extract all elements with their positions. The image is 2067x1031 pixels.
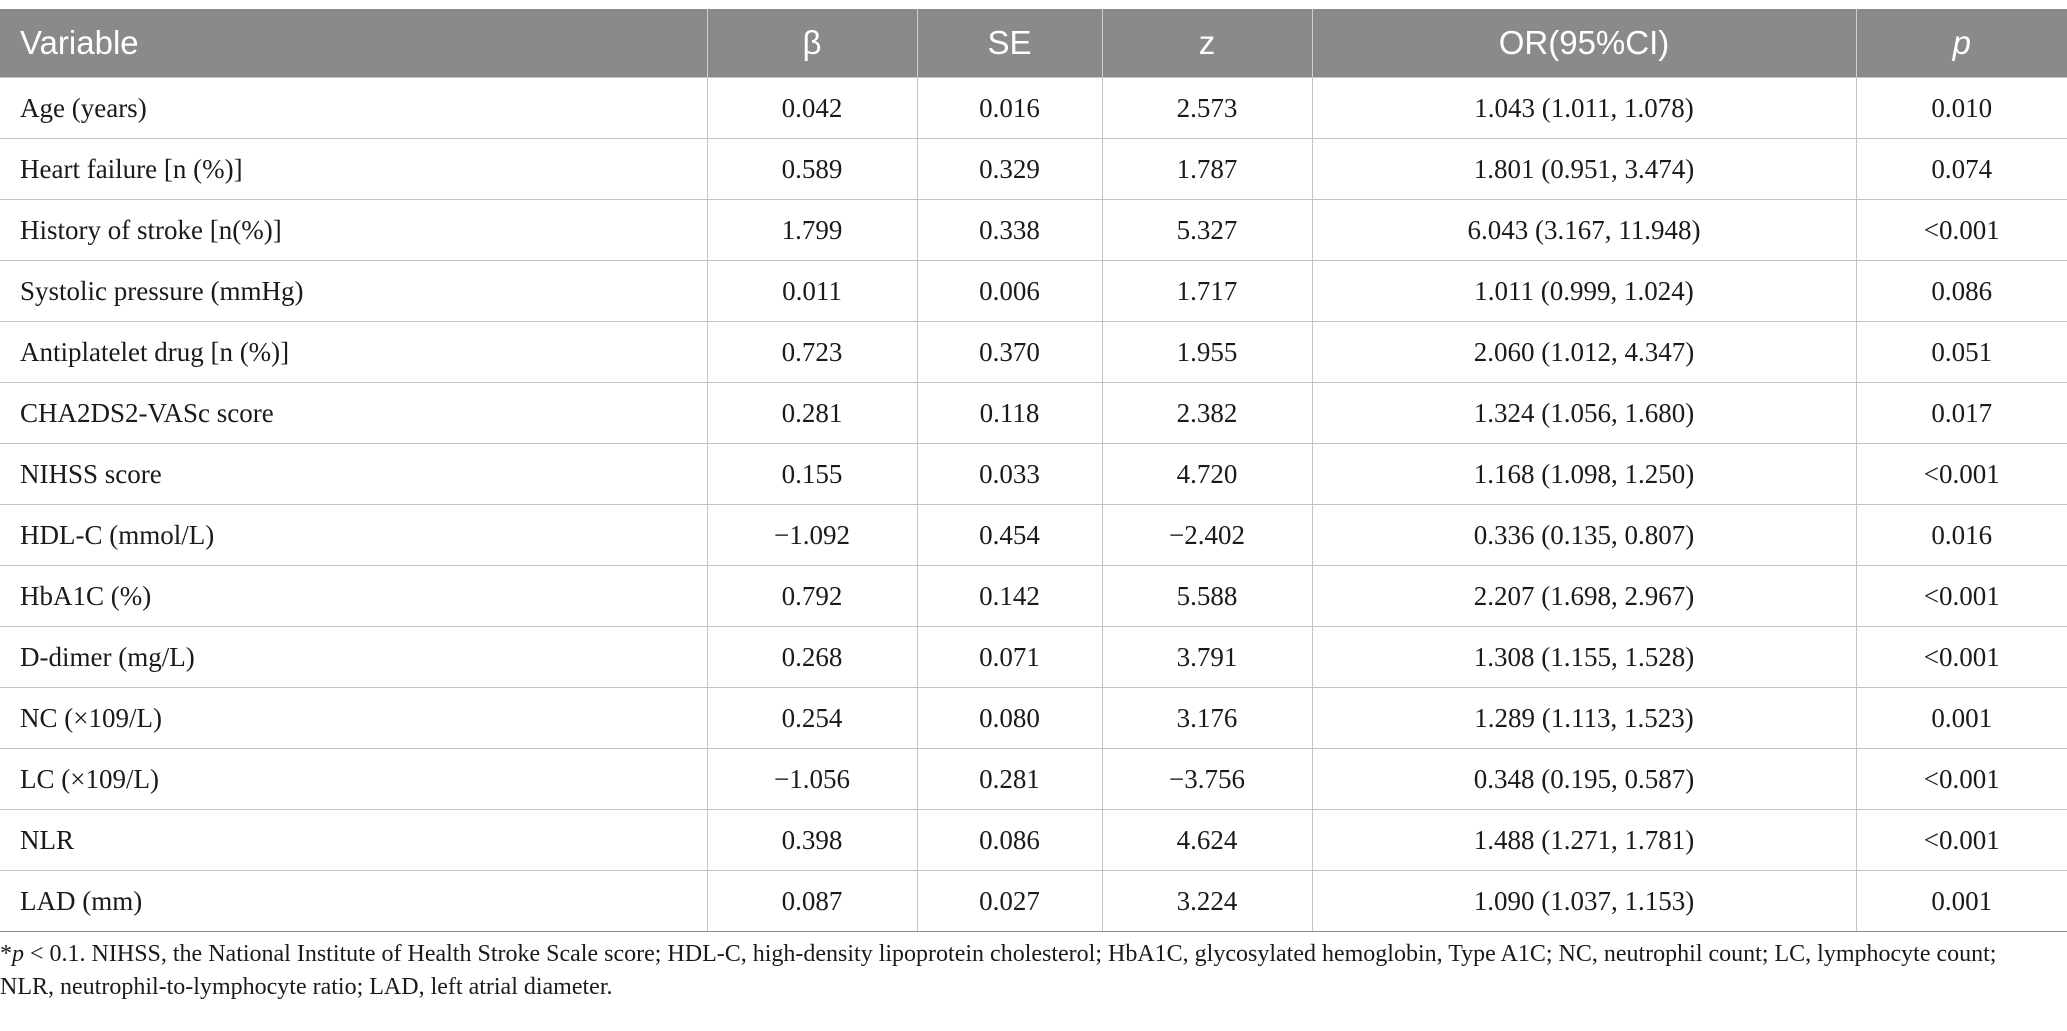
cell-p: 0.051 [1856,322,2067,383]
cell-z: 1.787 [1102,139,1312,200]
cell-or: 1.043 (1.011, 1.078) [1312,78,1856,139]
table-row [0,749,2067,810]
cell-p: <0.001 [1856,200,2067,261]
cell-se: 0.454 [917,505,1102,566]
cell-se: 0.080 [917,688,1102,749]
cell-variable: CHA2DS2-VASc score [0,383,707,444]
cell-or: 0.348 (0.195, 0.587) [1312,749,1856,810]
cell-se: 0.016 [917,78,1102,139]
cell-se: 0.033 [917,444,1102,505]
cell-z: 3.224 [1102,871,1312,932]
cell-or: 1.289 (1.113, 1.523) [1312,688,1856,749]
cell-p: <0.001 [1856,566,2067,627]
cell-z: 4.720 [1102,444,1312,505]
cell-z: 2.382 [1102,383,1312,444]
cell-variable: LC (×109/L) [0,749,707,810]
cell-variable: Heart failure [n (%)] [0,139,707,200]
header-row [0,9,2067,78]
cell-beta: 0.155 [707,444,917,505]
cell-variable: NC (×109/L) [0,688,707,749]
cell-se: 0.071 [917,627,1102,688]
cell-variable: NLR [0,810,707,871]
cell-beta: 0.268 [707,627,917,688]
cell-p: 0.017 [1856,383,2067,444]
cell-or: 2.060 (1.012, 4.347) [1312,322,1856,383]
cell-variable: Antiplatelet drug [n (%)] [0,322,707,383]
cell-z: 5.588 [1102,566,1312,627]
cell-or: 0.336 (0.135, 0.807) [1312,505,1856,566]
header-z: z [1102,9,1312,78]
cell-or: 2.207 (1.698, 2.967) [1312,566,1856,627]
cell-beta: −1.056 [707,749,917,810]
cell-or: 1.011 (0.999, 1.024) [1312,261,1856,322]
cell-z: 3.176 [1102,688,1312,749]
cell-variable: Age (years) [0,78,707,139]
cell-variable: NIHSS score [0,444,707,505]
table-row [0,566,2067,627]
header-beta: β [707,9,917,78]
table-row [0,627,2067,688]
cell-beta: −1.092 [707,505,917,566]
cell-z: 3.791 [1102,627,1312,688]
table-row [0,505,2067,566]
table-row [0,810,2067,871]
cell-se: 0.142 [917,566,1102,627]
regression-table-container [0,9,2067,932]
header-se: SE [917,9,1102,78]
cell-beta: 0.792 [707,566,917,627]
table-row [0,322,2067,383]
cell-variable: HDL-C (mmol/L) [0,505,707,566]
cell-beta: 0.281 [707,383,917,444]
cell-p: 0.001 [1856,871,2067,932]
cell-se: 0.370 [917,322,1102,383]
cell-or: 1.090 (1.037, 1.153) [1312,871,1856,932]
cell-z: 2.573 [1102,78,1312,139]
cell-se: 0.027 [917,871,1102,932]
cell-beta: 0.042 [707,78,917,139]
regression-table [0,9,2067,932]
table-row [0,383,2067,444]
table-row [0,78,2067,139]
table-footnote [0,938,2040,1004]
cell-se: 0.086 [917,810,1102,871]
cell-p: 0.086 [1856,261,2067,322]
header-variable: Variable [0,9,707,78]
cell-p: <0.001 [1856,810,2067,871]
cell-p: <0.001 [1856,444,2067,505]
cell-p: 0.010 [1856,78,2067,139]
table-body [0,78,2067,932]
cell-beta: 0.087 [707,871,917,932]
header-or: OR(95%CI) [1312,9,1856,78]
cell-beta: 0.011 [707,261,917,322]
cell-or: 6.043 (3.167, 11.948) [1312,200,1856,261]
cell-beta: 0.723 [707,322,917,383]
cell-p: 0.016 [1856,505,2067,566]
cell-or: 1.488 (1.271, 1.781) [1312,810,1856,871]
cell-p: 0.001 [1856,688,2067,749]
table-row [0,261,2067,322]
cell-se: 0.338 [917,200,1102,261]
table-header [0,9,2067,78]
cell-z: −2.402 [1102,505,1312,566]
cell-or: 1.168 (1.098, 1.250) [1312,444,1856,505]
cell-se: 0.329 [917,139,1102,200]
cell-variable: D-dimer (mg/L) [0,627,707,688]
cell-z: 1.717 [1102,261,1312,322]
cell-p: 0.074 [1856,139,2067,200]
table-row [0,871,2067,932]
footnote-marker: * [0,941,12,967]
cell-z: 5.327 [1102,200,1312,261]
cell-z: −3.756 [1102,749,1312,810]
cell-beta: 0.398 [707,810,917,871]
footnote-text: < 0.1. NIHSS, the National Institute of Health Stroke Scale score; HDL-C, high-density lipoprotein cholesterol; HbA1C, glycosylated hemoglobin, Type A1C; NC, neutrophil count; LC, lymphocyte count; NLR, neutrophil-to-lymphocyte ratio; LAD, left atrial diameter. [0,941,1997,1000]
cell-variable: History of stroke [n(%)] [0,200,707,261]
cell-z: 4.624 [1102,810,1312,871]
cell-or: 1.801 (0.951, 3.474) [1312,139,1856,200]
cell-p: <0.001 [1856,627,2067,688]
cell-beta: 0.254 [707,688,917,749]
cell-z: 1.955 [1102,322,1312,383]
cell-or: 1.324 (1.056, 1.680) [1312,383,1856,444]
cell-beta: 1.799 [707,200,917,261]
cell-se: 0.118 [917,383,1102,444]
cell-variable: HbA1C (%) [0,566,707,627]
header-p: p [1856,9,2067,78]
table-row [0,444,2067,505]
cell-se: 0.281 [917,749,1102,810]
cell-variable: Systolic pressure (mmHg) [0,261,707,322]
table-row [0,688,2067,749]
table-row [0,200,2067,261]
footnote-p-symbol: p [12,941,24,967]
cell-or: 1.308 (1.155, 1.528) [1312,627,1856,688]
cell-beta: 0.589 [707,139,917,200]
table-row [0,139,2067,200]
cell-variable: LAD (mm) [0,871,707,932]
cell-se: 0.006 [917,261,1102,322]
cell-p: <0.001 [1856,749,2067,810]
